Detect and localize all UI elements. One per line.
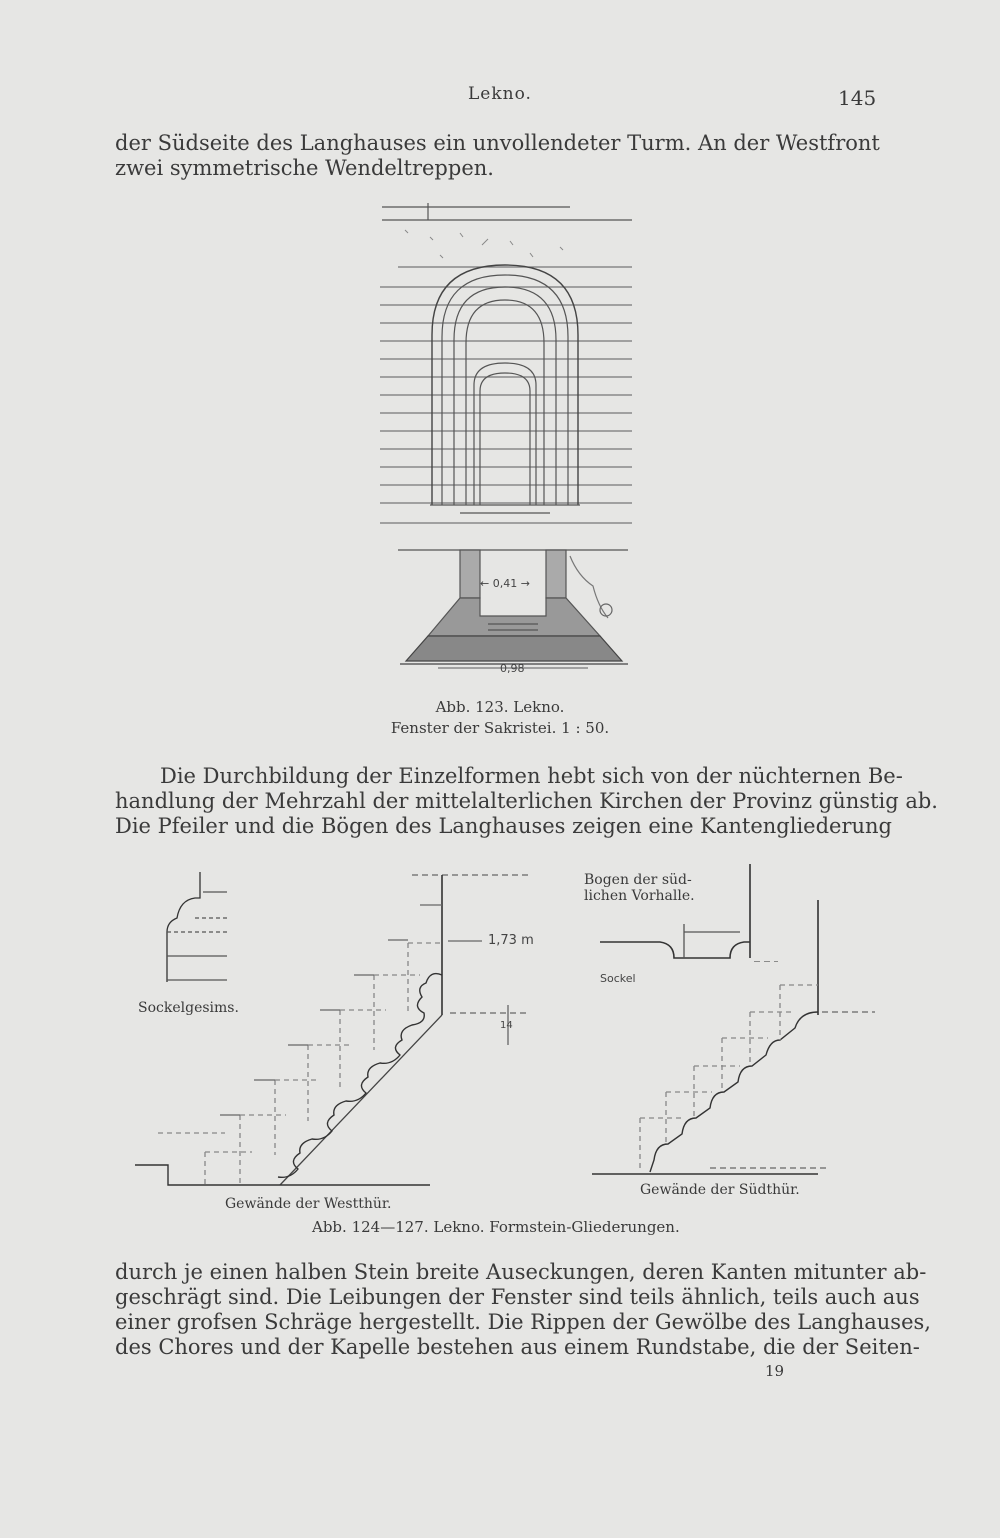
- page-number: 145: [838, 86, 877, 110]
- figure-123-caption-line-1: Abb. 123. Lekno.: [435, 698, 565, 716]
- dim-height-label: 1,73 m: [488, 933, 534, 948]
- intro-line-1: der Südseite des Langhauses ein unvollendeter Turm. An der Westfront: [115, 131, 880, 155]
- label-bogen-line-1: Bogen der süd-: [584, 872, 692, 888]
- figure-westthuer-jamb: [130, 865, 550, 1195]
- intro-line-2: zwei symmetrische Wendeltreppen.: [115, 156, 494, 180]
- label-sockel: Sockel: [600, 972, 636, 985]
- label-westthuer: Gewände der Westthür.: [225, 1196, 392, 1212]
- label-sockelgesims: Sockelgesims.: [138, 1000, 239, 1016]
- closing-line-4: des Chores und der Kapelle bestehen aus einem Rundstabe, die der Seiten-: [115, 1335, 920, 1359]
- figure-suedthuer-jamb: [590, 890, 880, 1180]
- closing-line-3: einer grofsen Schräge hergestellt. Die Rippen der Gewölbe des Langhauses,: [115, 1310, 931, 1334]
- figure-123-elevation: [370, 195, 640, 535]
- closing-line-2: geschrägt sind. Die Leibungen der Fenster sind teils ähnlich, teils auch aus: [115, 1285, 920, 1309]
- dim-outer-width: 0,98: [500, 662, 525, 675]
- dim-inner-width: ← 0,41 →: [480, 577, 530, 590]
- label-suedthuer: Gewände der Südthür.: [640, 1182, 800, 1198]
- signature-mark: 19: [765, 1362, 785, 1380]
- running-title: Lekno.: [468, 84, 532, 104]
- figure-123-caption-line-2: Fenster der Sakristei. 1 : 50.: [390, 719, 610, 737]
- figure-123-plan: [398, 546, 648, 676]
- dim-small-label: 14: [500, 1020, 513, 1031]
- body-line-1: Die Durchbildung der Einzelformen hebt sich von der nüchternen Be-: [160, 764, 903, 788]
- closing-line-1: durch je einen halben Stein breite Auseckungen, deren Kanten mitunter ab-: [115, 1260, 927, 1284]
- label-bogen-line-2: lichen Vorhalle.: [584, 888, 695, 904]
- body-line-3: Die Pfeiler und die Bögen des Langhauses zeigen eine Kantengliederung: [115, 814, 892, 838]
- figure-124-127-caption: Abb. 124—127. Lekno. Formstein-Gliederungen.: [312, 1218, 680, 1236]
- body-line-2: handlung der Mehrzahl der mittelalterlichen Kirchen der Provinz günstig ab.: [115, 789, 938, 813]
